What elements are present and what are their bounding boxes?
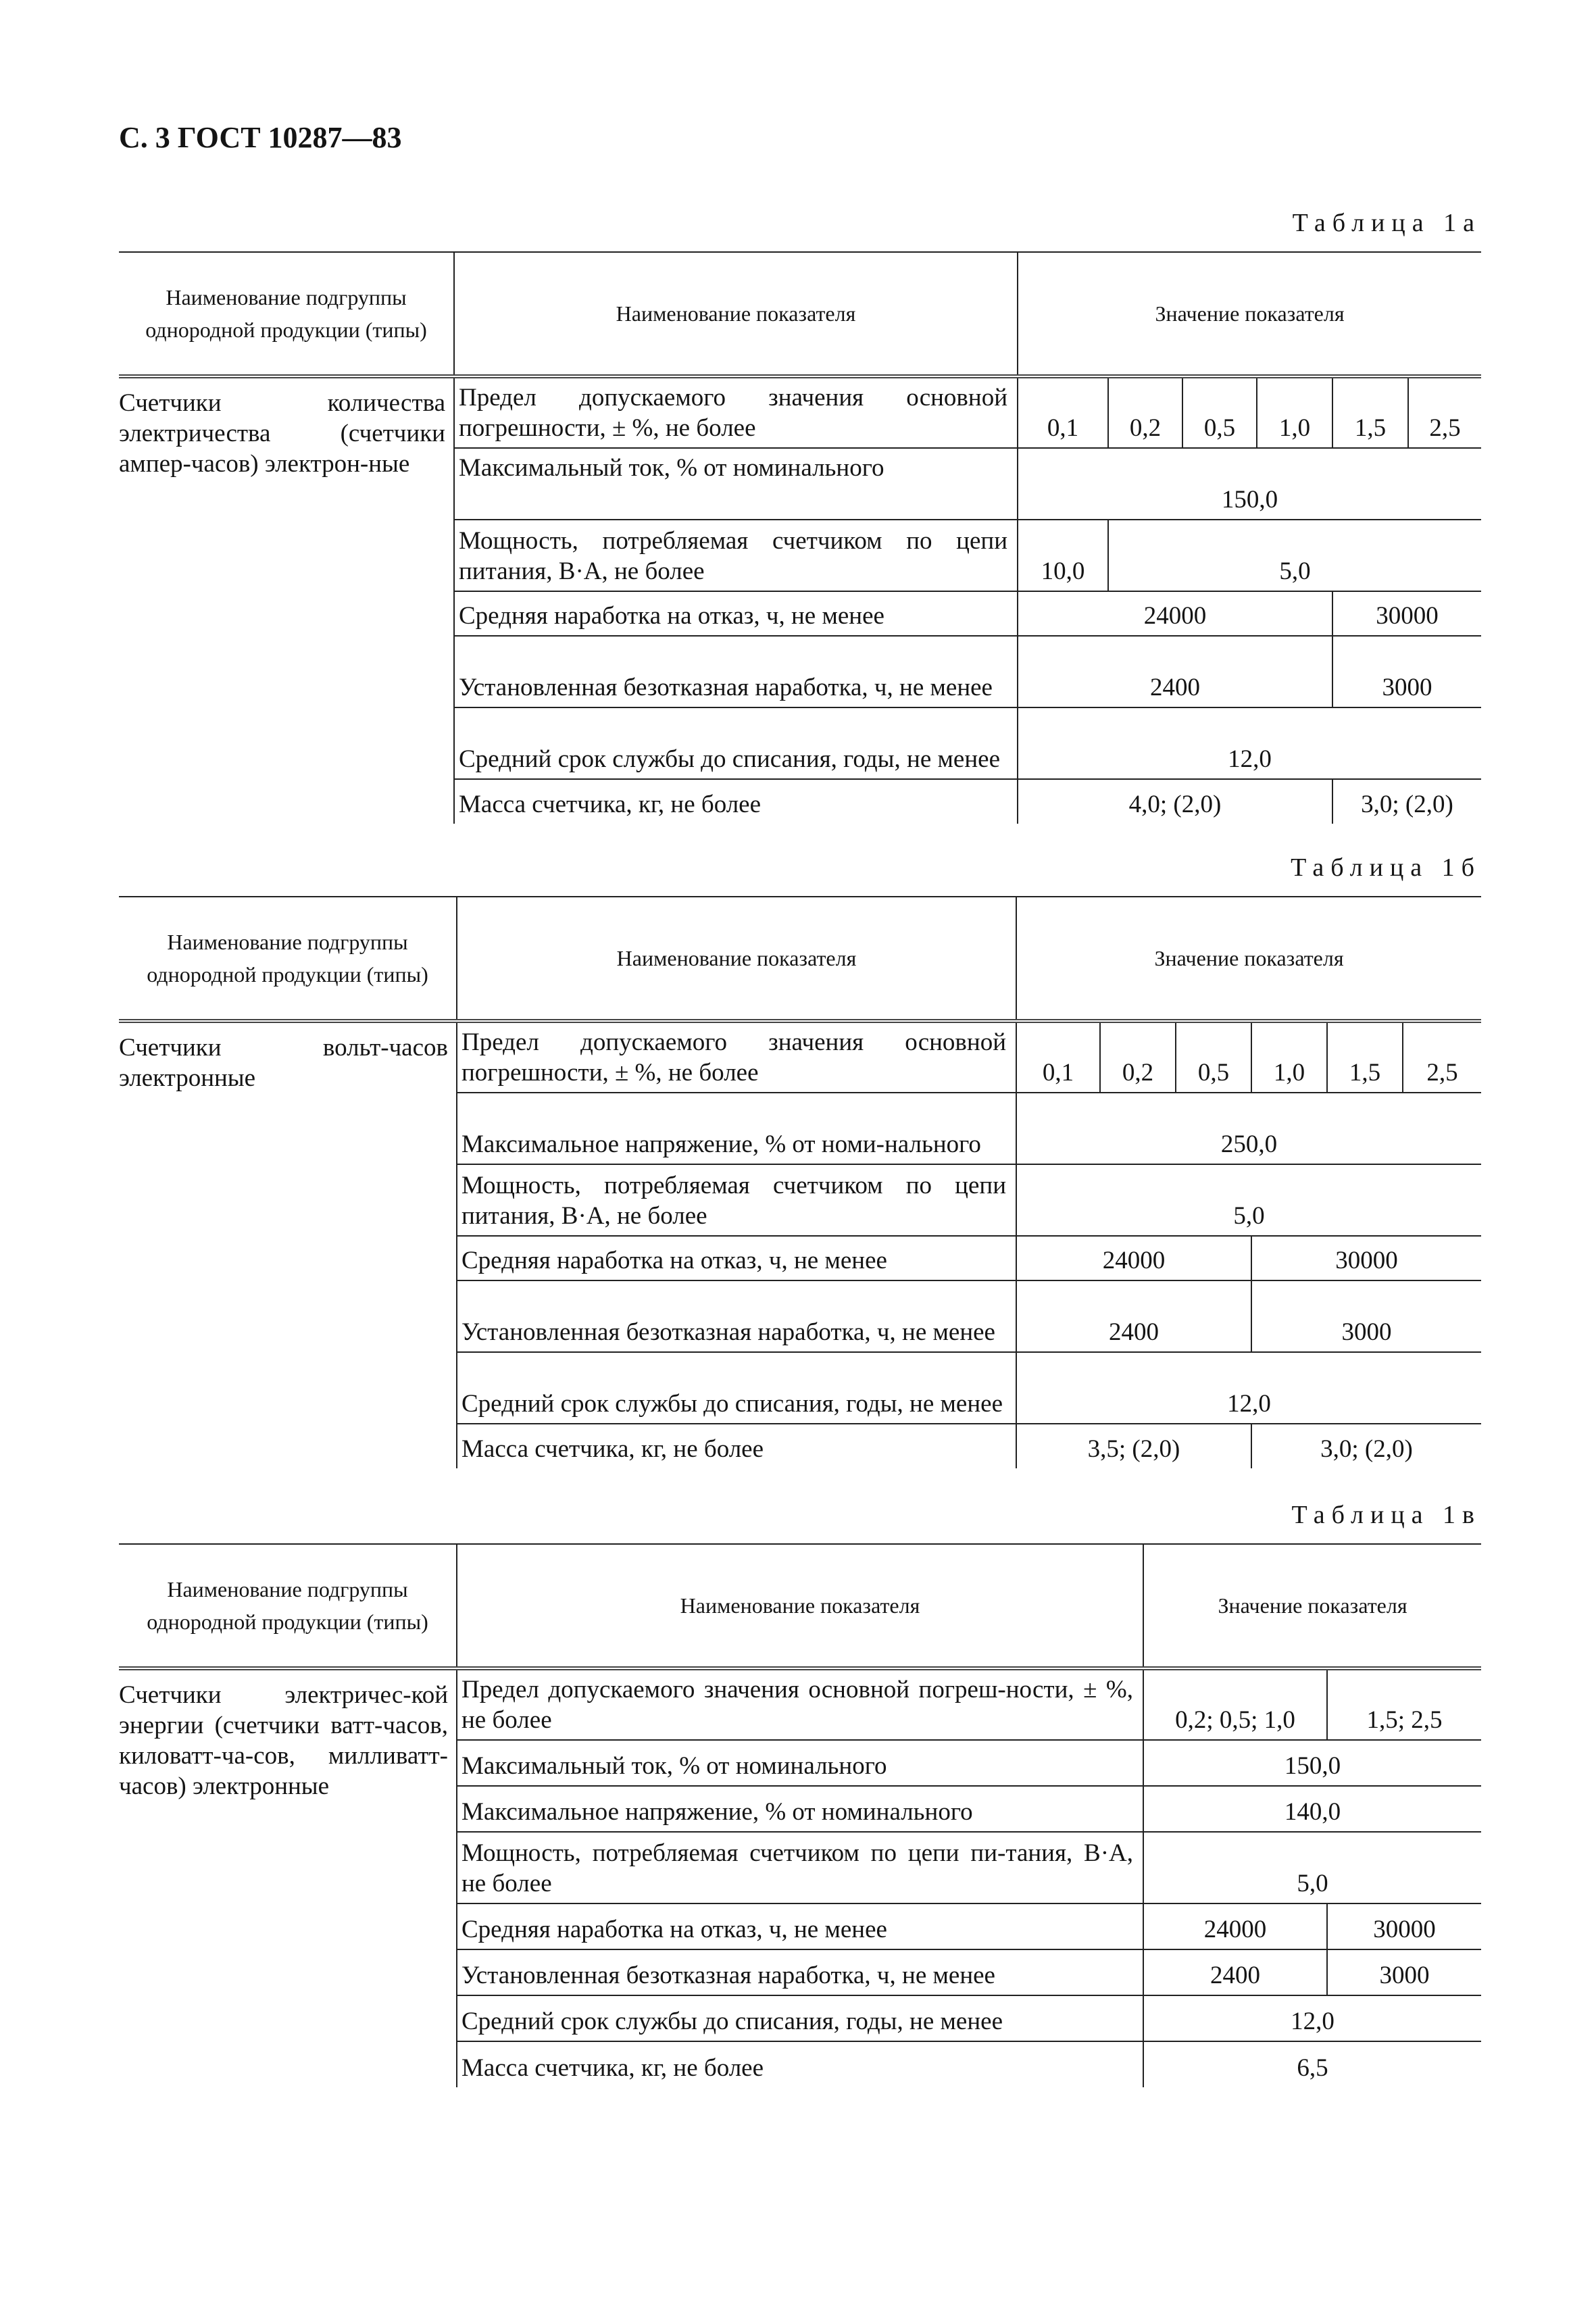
table-1a xyxy=(119,251,1481,824)
value-cell: 5,0 xyxy=(1108,520,1481,591)
value-cell: 1,5 xyxy=(1332,376,1408,448)
indicator-cell: Средний срок службы до списания, годы, не менее xyxy=(457,1352,1016,1424)
value-cell: 140,0 xyxy=(1143,1786,1481,1832)
indicator-cell: Максимальное напряжение, % от номи-нального xyxy=(457,1093,1016,1164)
indicator-cell: Средняя наработка на отказ, ч, не менее xyxy=(454,591,1018,636)
indicator-cell: Предел допускаемого значения основной погрешности, ± %, не более xyxy=(457,1021,1016,1093)
value-cell: 150,0 xyxy=(1018,448,1481,520)
col-header-value: Значение показателя xyxy=(1143,1544,1481,1668)
value-cell: 5,0 xyxy=(1143,1832,1481,1903)
value-cell: 3000 xyxy=(1327,1949,1481,1995)
indicator-cell: Средняя наработка на отказ, ч, не менее xyxy=(457,1903,1143,1949)
page-header: С. 3 ГОСТ 10287—83 xyxy=(119,121,402,154)
indicator-cell: Предел допускаемого значения основной погрешности, ± %, не более xyxy=(454,376,1018,448)
value-cell: 0,5 xyxy=(1182,376,1257,448)
value-cell: 0,2 xyxy=(1100,1021,1176,1093)
indicator-cell: Масса счетчика, кг, не более xyxy=(457,1424,1016,1468)
value-cell: 10,0 xyxy=(1018,520,1108,591)
indicator-cell: Максимальное напряжение, % от номинального xyxy=(457,1786,1143,1832)
group-cell: Счетчики электричес-кой энергии (счетчики ватт-часов, киловатт-ча-сов, милливатт-часов) электронные xyxy=(119,1668,457,2087)
indicator-cell: Мощность, потребляемая счетчиком по цепи питания, В·А, не более xyxy=(454,520,1018,591)
group-cell: Счетчики вольт-часов электронные xyxy=(119,1021,457,1468)
value-cell: 30000 xyxy=(1332,591,1481,636)
value-cell: 1,5 xyxy=(1327,1021,1403,1093)
value-cell: 1,0 xyxy=(1251,1021,1327,1093)
value-cell: 24000 xyxy=(1143,1903,1327,1949)
col-header-indicator: Наименование показателя xyxy=(457,1544,1143,1668)
value-cell: 0,5 xyxy=(1176,1021,1251,1093)
value-cell: 3000 xyxy=(1332,636,1481,707)
col-header-group: Наименование подгруппы однородной продукции (типы) xyxy=(119,897,457,1021)
col-header-group: Наименование подгруппы однородной продукции (типы) xyxy=(119,1544,457,1668)
indicator-cell: Мощность, потребляемая счетчиком по цепи пи-тания, В·А, не более xyxy=(457,1832,1143,1903)
table-1b xyxy=(119,896,1481,1468)
col-header-indicator: Наименование показателя xyxy=(454,252,1018,376)
col-header-value: Значение показателя xyxy=(1016,897,1481,1021)
table-1c-caption: Таблица 1в xyxy=(1291,1501,1481,1529)
value-cell: 0,1 xyxy=(1018,376,1108,448)
value-cell: 0,2 xyxy=(1108,376,1182,448)
value-cell: 4,0; (2,0) xyxy=(1128,791,1222,819)
indicator-cell: Установленная безотказная наработка, ч, не менее xyxy=(457,1949,1143,1995)
value-cell: 1,5; 2,5 xyxy=(1327,1668,1481,1740)
value-cell: 30000 xyxy=(1251,1236,1481,1280)
value-cell: 0,2; 0,5; 1,0 xyxy=(1143,1668,1327,1740)
indicator-cell: Установленная безотказная наработка, ч, не менее xyxy=(454,636,1018,707)
value-cell: 3000 xyxy=(1251,1280,1481,1352)
value-cell: 5,0 xyxy=(1016,1164,1481,1236)
col-header-indicator: Наименование показателя xyxy=(457,897,1016,1021)
value-cell: 30000 xyxy=(1327,1903,1481,1949)
value-cell: 2,5 xyxy=(1403,1021,1481,1093)
col-header-group: Наименование подгруппы однородной продукции (типы) xyxy=(119,252,454,376)
indicator-cell: Средний срок службы до списания, годы, не менее xyxy=(454,707,1018,779)
indicator-cell: Установленная безотказная наработка, ч, не менее xyxy=(457,1280,1016,1352)
indicator-cell: Средний срок службы до списания, годы, не менее xyxy=(457,1995,1143,2041)
value-cell: 3,5; (2,0) xyxy=(1087,1435,1180,1464)
value-cell: 24000 xyxy=(1018,591,1332,636)
indicator-cell: Масса счетчика, кг, не более xyxy=(457,2041,1143,2087)
value-cell: 2,5 xyxy=(1408,376,1481,448)
value-cell: 12,0 xyxy=(1016,1352,1481,1424)
indicator-cell: Предел допускаемого значения основной погреш-ности, ± %, не более xyxy=(457,1668,1143,1740)
group-cell: Счетчики количества электричества (счетчики ампер-часов) электрон-ные xyxy=(119,376,454,824)
value-cell: 2400 xyxy=(1016,1280,1251,1352)
value-cell: 0,1 xyxy=(1016,1021,1100,1093)
value-cell: 3,0; (2,0) xyxy=(1251,1424,1481,1468)
value-cell: 150,0 xyxy=(1143,1740,1481,1786)
value-cell: 24000 xyxy=(1016,1236,1251,1280)
indicator-cell: Мощность, потребляемая счетчиком по цепи питания, В·А, не более xyxy=(457,1164,1016,1236)
value-cell: 1,0 xyxy=(1257,376,1332,448)
col-header-value: Значение показателя xyxy=(1018,252,1481,376)
indicator-cell: Максимальный ток, % от номинального xyxy=(454,448,1018,520)
value-cell: 6,5 xyxy=(1297,2054,1328,2083)
indicator-cell: Масса счетчика, кг, не более xyxy=(454,779,1018,824)
table-1c xyxy=(119,1543,1481,2087)
value-cell: 250,0 xyxy=(1016,1093,1481,1164)
indicator-cell: Максимальный ток, % от номинального xyxy=(457,1740,1143,1786)
value-cell: 2400 xyxy=(1018,636,1332,707)
table-1b-caption: Таблица 1б xyxy=(1291,853,1481,882)
value-cell: 12,0 xyxy=(1018,707,1481,779)
indicator-cell: Средняя наработка на отказ, ч, не менее xyxy=(457,1236,1016,1280)
value-cell: 3,0; (2,0) xyxy=(1332,779,1481,824)
table-1a-caption: Таблица 1а xyxy=(1292,209,1481,237)
value-cell: 2400 xyxy=(1143,1949,1327,1995)
value-cell: 12,0 xyxy=(1143,1995,1481,2041)
